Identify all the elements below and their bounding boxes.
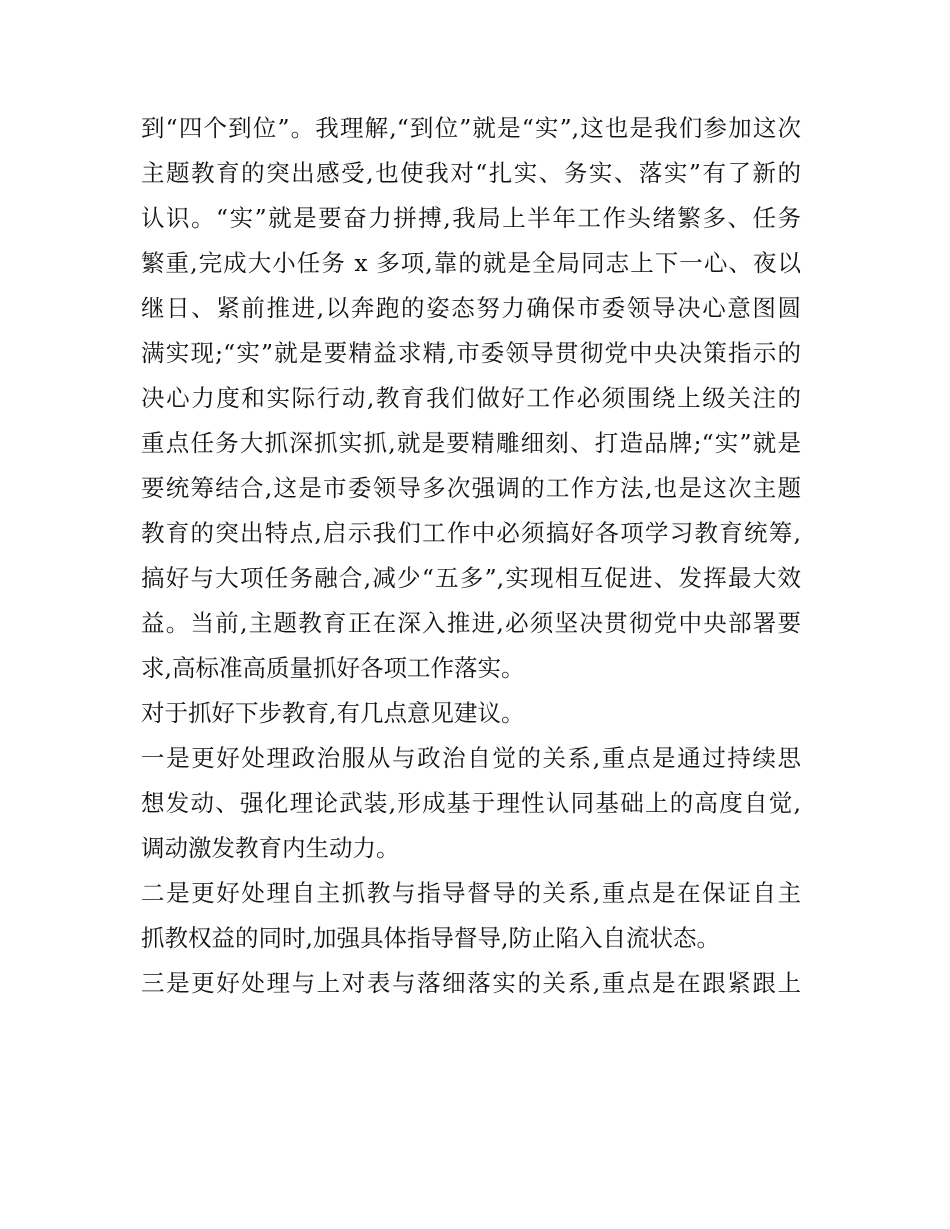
text-line: 教育的突出特点,启示我们工作中必须搞好各项学习教育统筹,	[141, 519, 801, 547]
text-line: 搞好与大项任务融合,减少“五多”,实现相互促进、发挥最大效	[141, 564, 801, 592]
text-line: 到“四个到位”。我理解,“到位”就是“实”,这也是我们参加这次	[141, 114, 801, 142]
text-line: 益。当前,主题教育正在深入推进,必须坚决贯彻党中央部署要	[141, 609, 801, 637]
text-line: 决心力度和实际行动,教育我们做好工作必须围绕上级关注的	[141, 384, 801, 412]
text-line: 一是更好处理政治服从与政治自觉的关系,重点是通过持续思	[141, 744, 801, 772]
text-line: 要统筹结合,这是市委领导多次强调的工作方法,也是这次主题	[141, 474, 801, 502]
text-line: 主题教育的突出感受,也使我对“扎实、务实、落实”有了新的	[141, 159, 801, 187]
text-line: 二是更好处理自主抓教与指导督导的关系,重点是在保证自主	[141, 879, 801, 907]
text-line: 抓教权益的同时,加强具体指导督导,防止陷入自流状态。	[141, 924, 720, 952]
text-line: 想发动、强化理论武装,形成基于理性认同基础上的高度自觉,	[141, 789, 801, 817]
text-line: 认识。“实”就是要奋力拼搏,我局上半年工作头绪繁多、任务	[141, 204, 801, 232]
text-line: 调动激发教育内生动力。	[141, 834, 400, 862]
text-line: 三是更好处理与上对表与落细落实的关系,重点是在跟紧跟上	[141, 969, 801, 997]
text-line: 满实现;“实”就是要精益求精,市委领导贯彻党中央决策指示的	[141, 339, 801, 367]
text-line: 重点任务大抓深抓实抓,就是要精雕细刻、打造品牌;“实”就是	[141, 429, 801, 457]
text-line: 繁重,完成大小任务 x 多项,靠的就是全局同志上下一心、夜以	[141, 249, 801, 277]
text-line: 继日、紧前推进,以奔跑的姿态努力确保市委领导决心意图圆	[141, 294, 801, 322]
document-body	[141, 106, 801, 1006]
text-line: 求,高标准高质量抓好各项工作落实。	[141, 654, 525, 682]
text-line: 对于抓好下步教育,有几点意见建议。	[141, 699, 525, 727]
